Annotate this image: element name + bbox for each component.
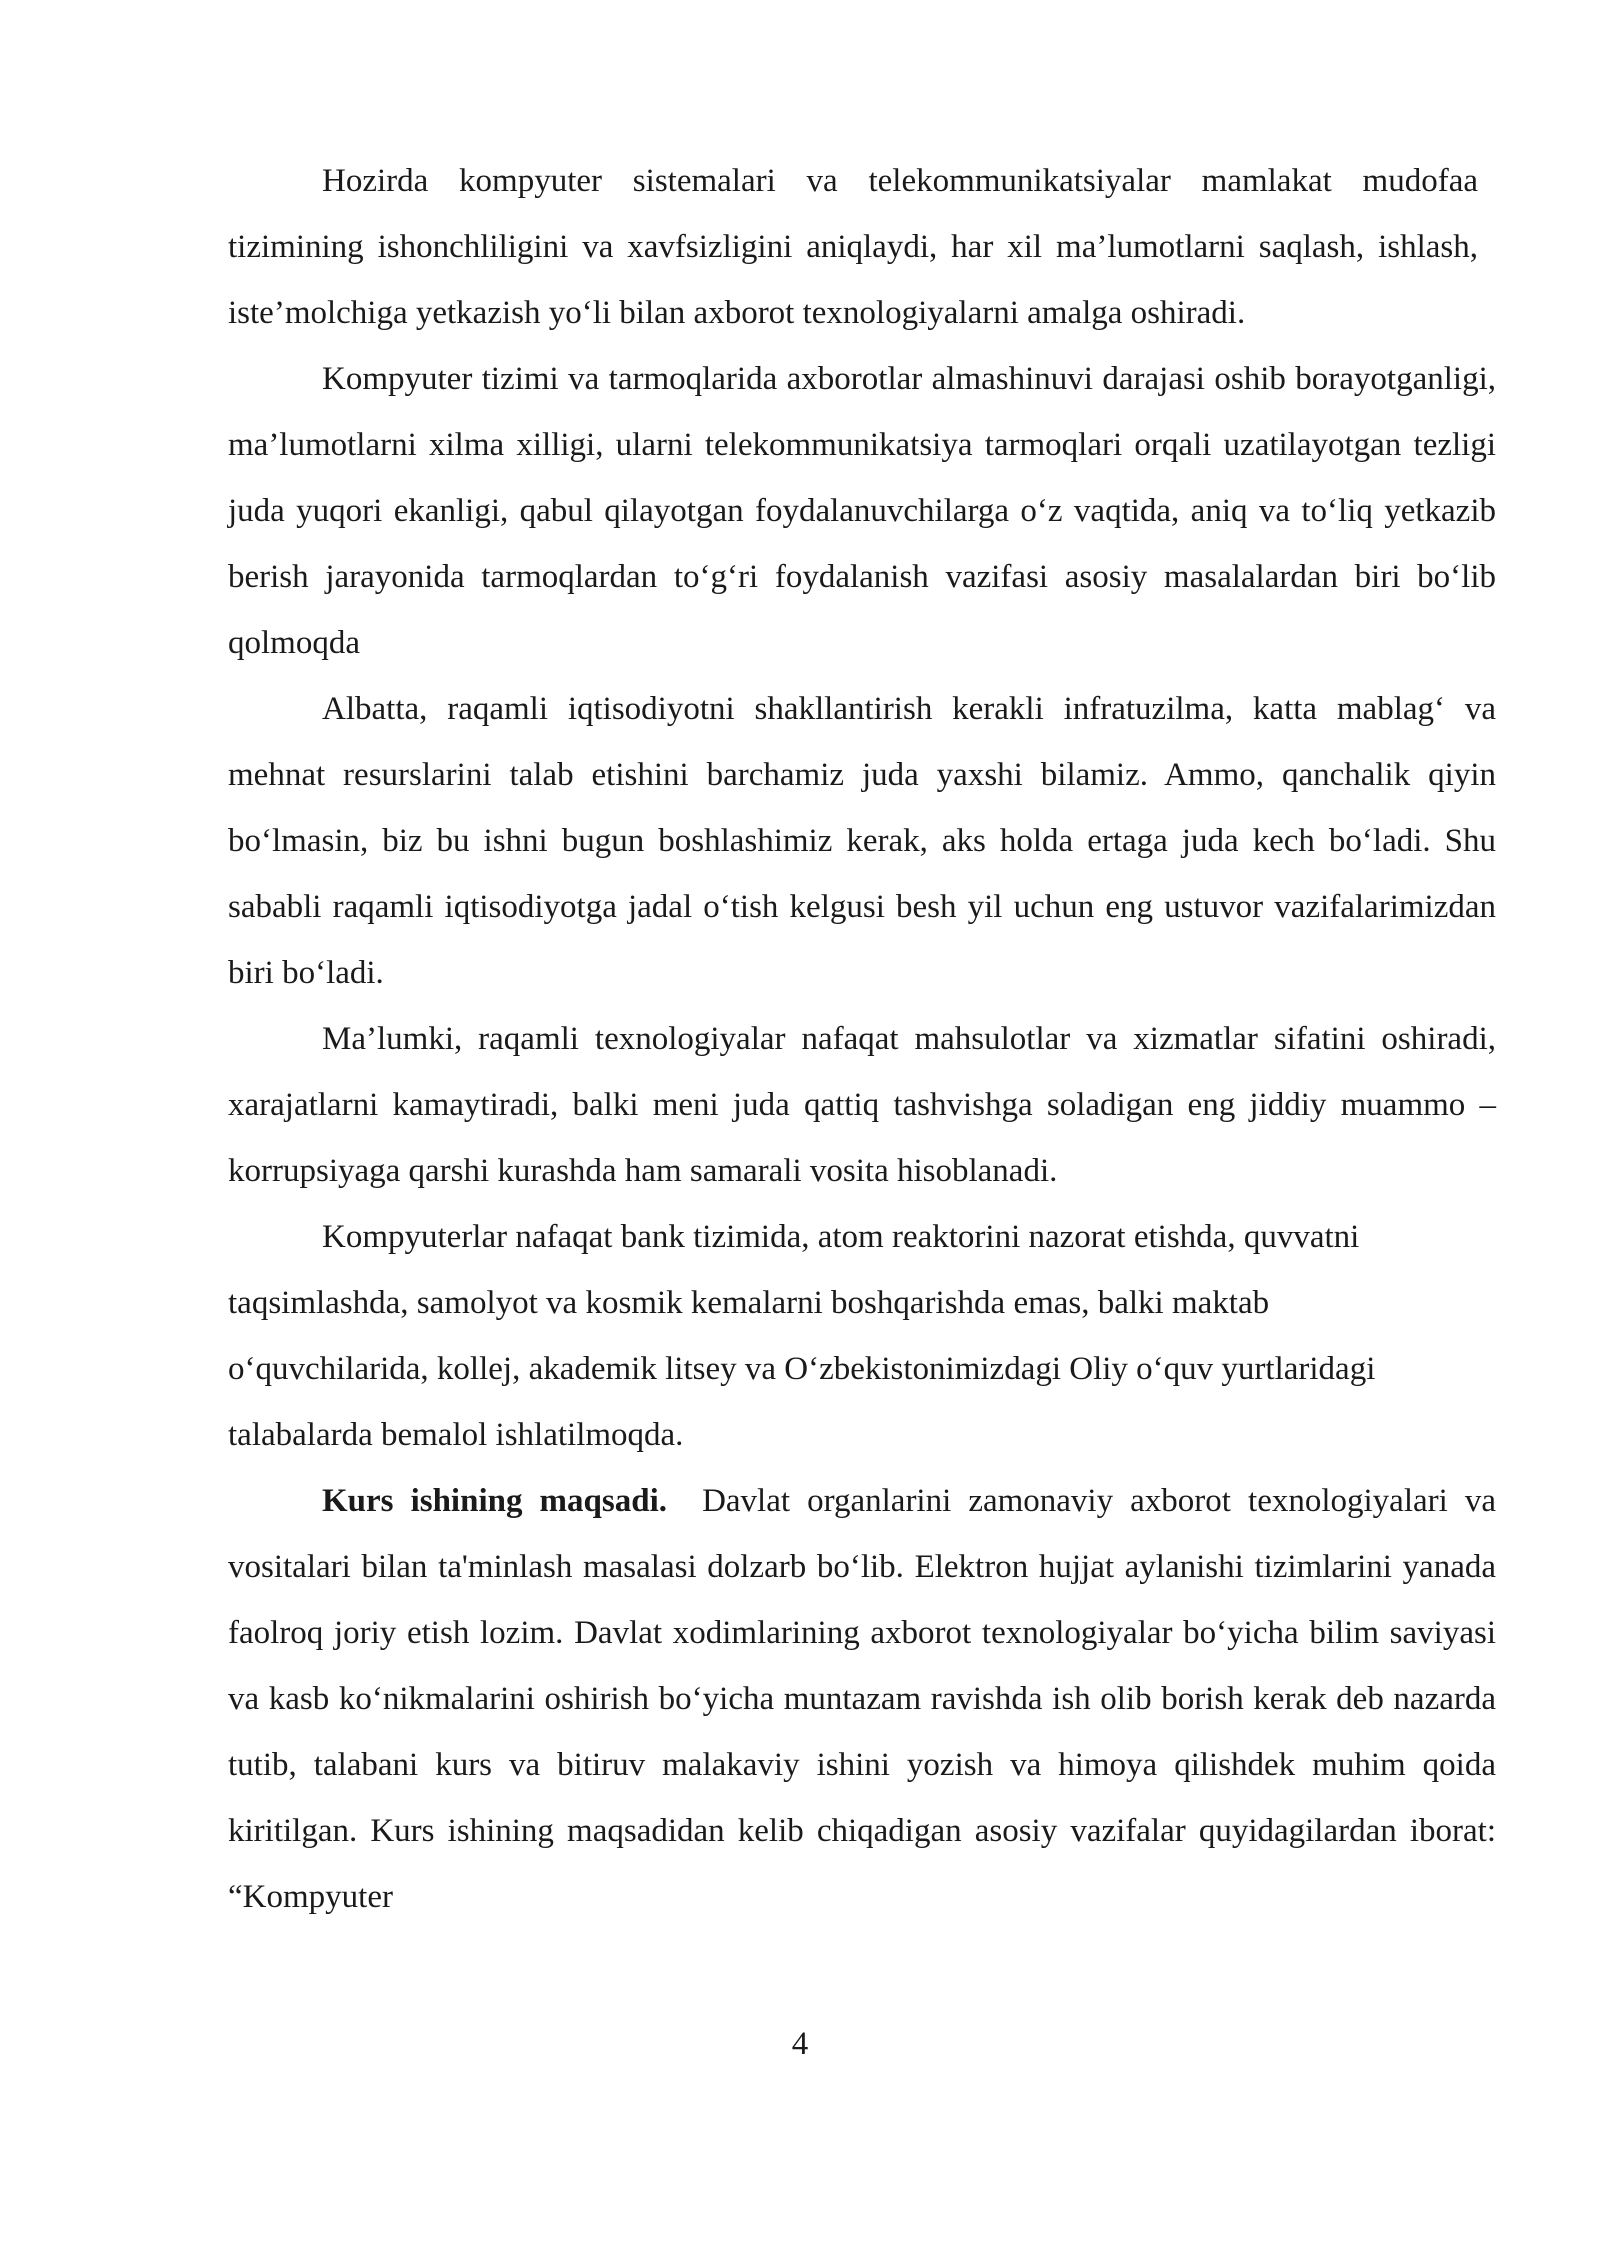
paragraph-2	[228, 346, 1496, 676]
paragraph-1-text: Hozirda kompyuter sistemalari va telekommunikatsiyalar mamlakat mudofaa tizimining ishonchliligini va xavfsizligini aniqlaydi, har xil ma’lumotlarni saqlash, ishlash, iste’molchiga yetkazish yo‘li bilan axborot texnologiyalarni amalga oshiradi.	[228, 163, 1478, 331]
paragraph-2-text: Kompyuter tizimi va tarmoqlarida axborotlar almashinuvi darajasi oshib borayotganligi, ma’lumotlarni xilma xilligi, ularni telekommunikatsiya tarmoqlari orqali uzatilayotgan tezligi juda yuqori ekanligi, qabul qilayotgan foydalanuvchilarga o‘z vaqtida, aniq va to‘liq yetkazib berish jarayonida tarmoqlardan to‘g‘ri foydalanish vazifasi asosiy masalalardan biri bo‘lib qolmoqda	[228, 361, 1496, 661]
page-number: 4	[791, 2026, 809, 2062]
paragraph-4-text: Ma’lumki, raqamli texnologiyalar nafaqat mahsulotlar va xizmatlar sifatini oshiradi, xarajatlarni kamaytiradi, balki meni juda qattiq tashvishga soladigan eng jiddiy muammo – korrupsiyaga qarshi kurashda ham samarali vosita hisoblanadi.	[228, 1021, 1496, 1189]
paragraph-1	[228, 148, 1478, 346]
body-text	[228, 148, 1496, 1930]
paragraph-6	[228, 1468, 1496, 1930]
paragraph-4	[228, 1006, 1496, 1204]
paragraph-3-text: Albatta, raqamli iqtisodiyotni shakllantirish kerakli infratuzilma, katta mablag‘ va mehnat resurslarini talab etishini barchamiz juda yaxshi bilamiz. Ammo, qanchalik qiyin bo‘lmasin, biz bu ishni bugun boshlashimiz kerak, aks holda ertaga juda kech bo‘ladi. Shu sababli raqamli iqtisodiyotga jadal o‘tish kelgusi besh yil uchun eng ustuvor vazifalarimizdan biri bo‘ladi.	[228, 691, 1496, 991]
paragraph-6-text: Davlat organlarini zamonaviy axborot texnologiyalari va vositalari bilan ta'minlash masalasi dolzarb bo‘lib. Elektron hujjat aylanishi tizimlarini yanada faolroq joriy etish lozim. Davlat xodimlarining axborot texnologiyalar bo‘yicha bilim saviyasi va kasb ko‘nikmalarini oshirish bo‘yicha muntazam ravishda ish olib borish kerak deb nazarda tutib, talabani kurs va bitiruv malakaviy ishini yozish va himoya qilishdek muhim qoida kiritilgan. Kurs ishining maqsadidan kelib chiqadigan asosiy vazifalar quyidagilardan iborat: “Kompyuter	[228, 1483, 1497, 1915]
paragraph-3	[228, 676, 1496, 1006]
paragraph-5-text: Kompyuterlar nafaqat bank tizimida, atom reaktorini nazorat etishda, quvvatni taqsimlashda, samolyot va kosmik kemalarni boshqarishda emas, balki maktab o‘quvchilarida, kollej, akademik litsey va O‘zbekistonimizdagi Oliy o‘quv yurtlaridagi talabalarda bemalol ishlatilmoqda.	[228, 1219, 1376, 1453]
paragraph-6-lead: Kurs ishining maqsadi.	[322, 1483, 667, 1519]
paragraph-5	[228, 1204, 1478, 1468]
